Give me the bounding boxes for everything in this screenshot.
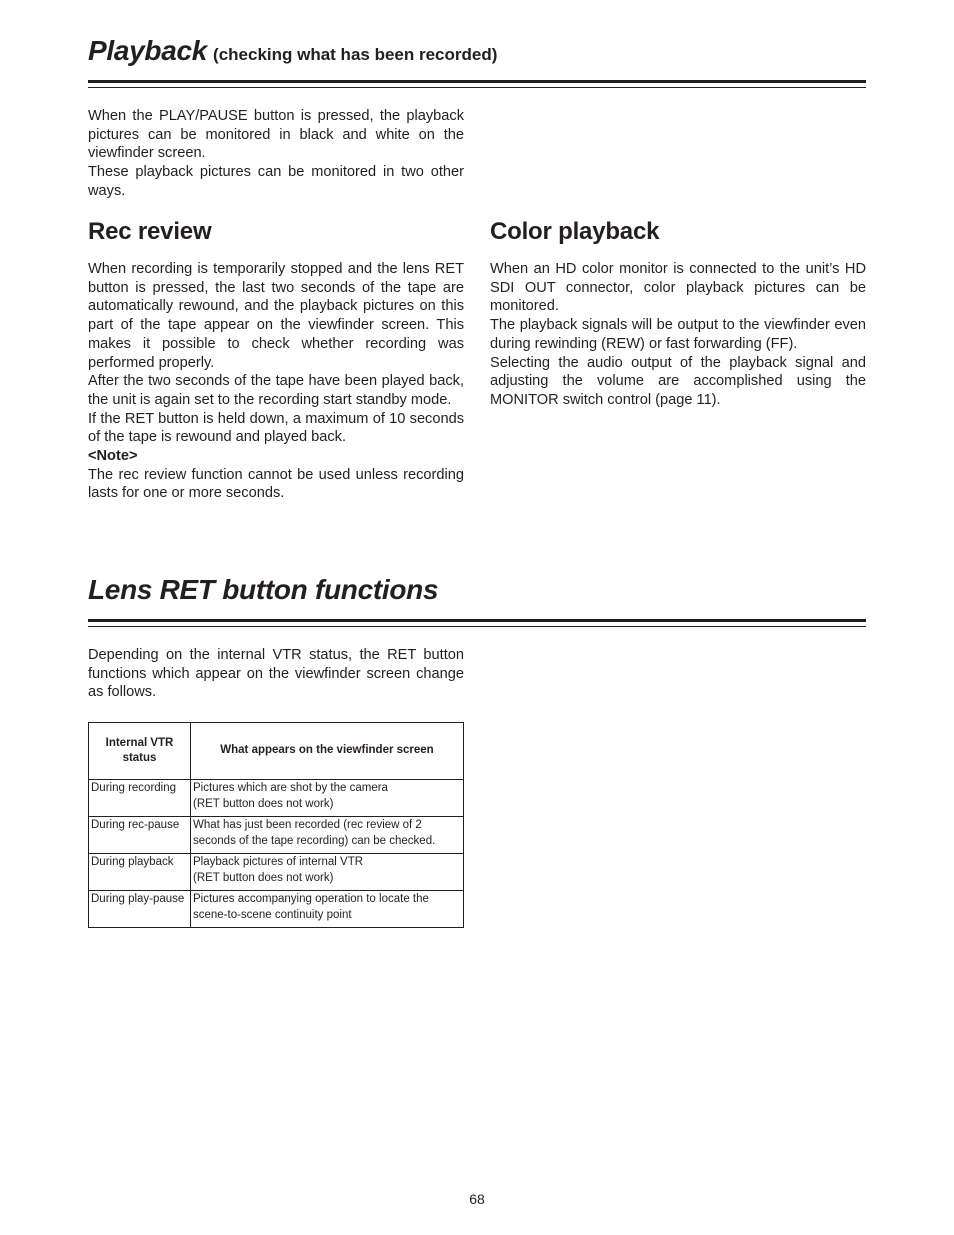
- header-vtr-status: Internal VTR status: [89, 723, 191, 780]
- page-number: 68: [469, 1191, 485, 1207]
- intro-paragraph: These playback pictures can be monitored in two other ways.: [88, 164, 464, 199]
- lens-ret-paragraph: Depending on the internal VTR status, the RET button functions which appear on the viewfinder screen change as follows.: [88, 647, 464, 701]
- description-cell: [191, 891, 464, 928]
- status-cell: During rec-pause: [89, 817, 191, 854]
- rec-review-paragraph: If the RET button is held down, a maximum of 10 seconds of the tape is rewound and played back.: [88, 410, 464, 446]
- rec-review-paragraph: When recording is temporarily stopped and the lens RET button is pressed, the last two seconds of the tape are automatically rewound, and the playback pictures on this part of the tape appear on the viewfinder screen. This makes it possible to check whether recording was performed properly.: [88, 261, 464, 371]
- color-playback-paragraph: The playback signals will be output to the viewfinder even during rewinding (REW) or fast forwarding (FF).: [490, 317, 866, 352]
- heading-color-playback: Color playback: [490, 218, 660, 245]
- rec-review-paragraph: After the two seconds of the tape have been played back, the unit is again set to the recording start standby mode.: [88, 373, 464, 408]
- table-row: [89, 891, 464, 928]
- description-line: (RET button does not work): [193, 797, 334, 810]
- description-cell: [191, 817, 464, 854]
- title-rule-thin: [88, 87, 866, 88]
- description-line: Pictures which are shot by the camera: [193, 782, 388, 794]
- title-rule-thick: [88, 80, 866, 83]
- table-header-row: [89, 723, 464, 780]
- description-line: Playback pictures of internal VTR: [193, 856, 364, 868]
- color-playback-body: [490, 260, 866, 410]
- page-subtitle: (checking what has been recorded): [213, 45, 498, 64]
- color-playback-paragraph: Selecting the audio output of the playback signal and adjusting the volume are accomplished using the MONITOR switch control (page 11).: [490, 354, 866, 408]
- status-cell: During play-pause: [89, 891, 191, 928]
- table-row: [89, 780, 464, 817]
- intro-paragraph: When the PLAY/PAUSE button is pressed, the playback pictures can be monitored in black and white on the viewfinder screen.: [88, 108, 464, 162]
- description-line: seconds of the tape recording) can be checked.: [193, 834, 436, 847]
- table-row: [89, 854, 464, 891]
- section2-rule-thin: [88, 626, 866, 627]
- color-playback-paragraph: When an HD color monitor is connected to the unit’s HD SDI OUT connector, color playback pictures can be monitored.: [490, 261, 866, 315]
- page-title: Playback: [88, 35, 208, 66]
- description-line: (RET button does not work): [193, 871, 334, 884]
- section-title-playback: [88, 35, 497, 71]
- ret-functions-table: [88, 722, 464, 928]
- table-row: [89, 817, 464, 854]
- lens-ret-intro: [88, 646, 464, 702]
- section2-rule-thick: [88, 619, 866, 622]
- description-line: scene-to-scene continuity point: [193, 908, 352, 921]
- note-text: The rec review function cannot be used unless recording lasts for one or more seconds.: [88, 466, 464, 502]
- heading-rec-review: Rec review: [88, 218, 212, 245]
- description-line: Pictures accompanying operation to locate the: [193, 893, 429, 905]
- playback-intro: [88, 107, 464, 201]
- description-cell: [191, 854, 464, 891]
- section-title-lens-ret: Lens RET button functions: [88, 574, 439, 605]
- header-viewfinder-screen: What appears on the viewfinder screen: [191, 723, 464, 780]
- rec-review-body: [88, 260, 464, 503]
- status-cell: During recording: [89, 780, 191, 817]
- description-cell: [191, 780, 464, 817]
- status-cell: During playback: [89, 854, 191, 891]
- note-label: <Note>: [88, 448, 138, 465]
- description-line: What has just been recorded (rec review of 2: [193, 819, 422, 831]
